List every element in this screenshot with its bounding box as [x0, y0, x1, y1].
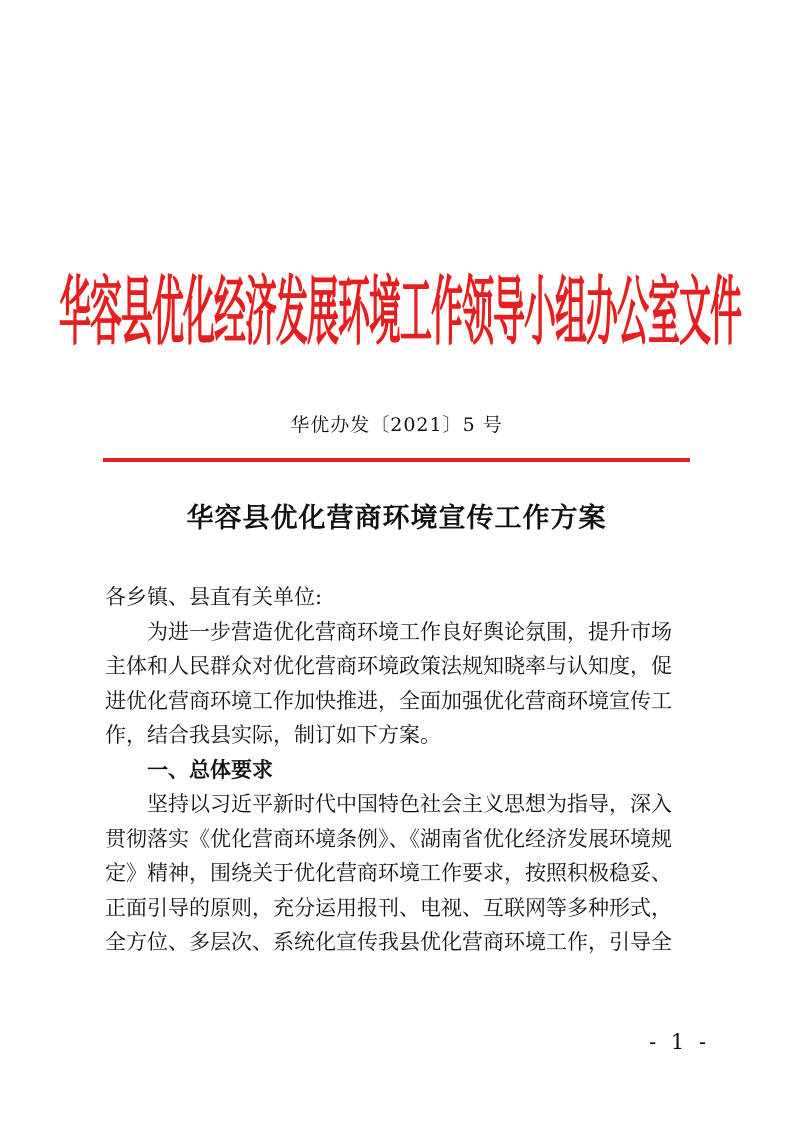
- intro-line: 进优化营商环境工作加快推进，全面加强优化营商环境宣传工: [105, 688, 672, 713]
- red-divider-line: [103, 458, 690, 462]
- issuer-header: [59, 255, 742, 359]
- section-line: 贯彻落实《优化营商环境条例》、《湖南省优化经济发展环境规: [105, 826, 672, 851]
- section-line: 定》精神，围绕关于优化营商环境工作要求，按照积极稳妥、: [105, 861, 672, 885]
- document-number: 华优办发〔2021〕5 号: [290, 414, 503, 436]
- page-number: - 1 -: [649, 1030, 710, 1054]
- document-title: 华容县优化营商环境宣传工作方案: [186, 503, 607, 534]
- intro-line: 主体和人民群众对优化营商环境政策法规知晓率与认知度，促: [105, 654, 672, 678]
- salutation: 各乡镇、县直有关单位:: [105, 585, 323, 609]
- section-line: 全方位、多层次、系统化宣传我县优化营商环境工作，引导全: [105, 930, 672, 954]
- section-line: 坚持以习近平新时代中国特色社会主义思想为指导，深入: [147, 792, 672, 816]
- section-line: 正面引导的原则，充分运用报刊、电视、互联网等多种形式，: [105, 895, 672, 920]
- intro-line: 作，结合我县实际，制订如下方案。: [105, 723, 441, 747]
- intro-line: 为进一步营造优化营商环境工作良好舆论氛围，提升市场: [147, 619, 672, 644]
- document-body: [105, 580, 690, 960]
- issuer-title: 华容县优化经济发展环境工作领导小组办公室文件: [59, 267, 742, 357]
- section-heading-general-requirements: 一、总体要求: [147, 757, 273, 782]
